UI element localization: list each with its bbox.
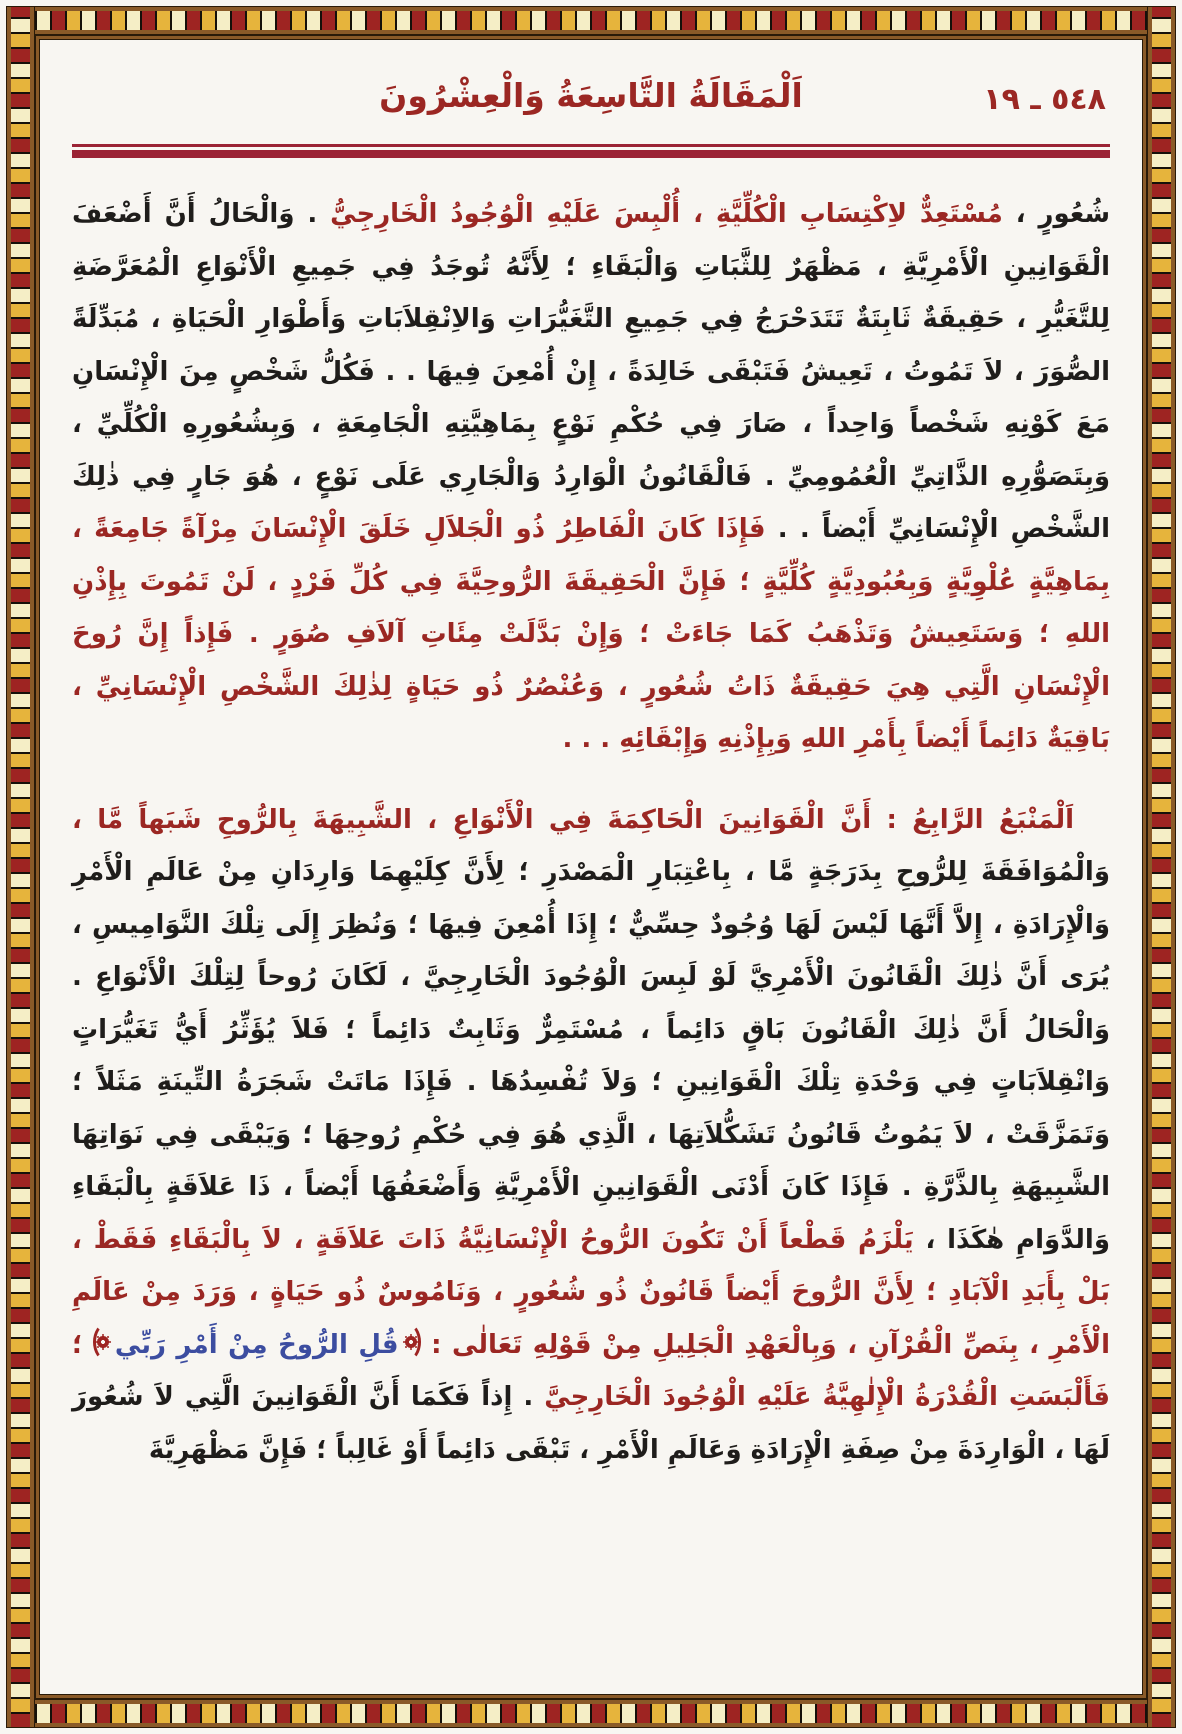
ayah-open-bracket-icon <box>399 1323 421 1361</box>
header-divider-rule <box>72 144 1110 158</box>
body-text <box>72 188 1110 1476</box>
text-segment-black: وَالْمُوَافَقَةَ لِلرُّوحِ بِدَرَجَةٍ مَّا ، بِاعْتِبَارِ الْمَصْدَرِ ؛ لِأَنَّ كِلَيْهِمَا وَارِدَانِ مِنْ عَالَمِ الْأَمْرِ وَالْإِرَادَةِ ، إِلاَّ أَنَّهَا لَيْسَ لَهَا وُجُودٌ حِسِّيٌّ ؛ إِذَا أُمْعِنَ فِيهَا ؛ وَنُظِرَ إِلَى تِلْكَ النَّوَامِيسِ ، يُرَى أَنَّ ذٰلِكَ الْقَانُونَ الْأَمْرِيَّ لَوْ لَبِسَ الْوُجُودَ الْخَارِجِيَّ ، لَكَانَ رُوحاً لِتِلْكَ الْأَنْوَاعِ . وَالْحَالُ أَنَّ ذٰلِكَ الْقَانُونَ بَاقٍ دَائِماً ، مُسْتَمِرٌّ وَثَابِتٌ دَائِماً ؛ فَلاَ يُؤَثِّرُ أَيُّ تَغَيُّرَاتٍ وَانْقِلاَبَاتٍ فِي وَحْدَةِ تِلْكَ الْقَوَانِينِ ؛ وَلاَ تُفْسِدُهَا . فَإِذَا مَاتَتْ شَجَرَةُ التِّينَةِ مَثَلاً ؛ وَتَمَزَّقَتْ ، لاَ يَمُوتُ قَانُونُ تَشَكُّلاَتِهَا ، الَّذِي هُوَ فِي حُكْمِ رُوحِهَا ؛ وَيَبْقَى فِي نَوَاتِهَا الشَّبِيهَةِ بِالذَّرَّةِ . فَإِذَا كَانَ أَدْنَى الْقَوَانِينِ الْأَمْرِيَّةِ وَأَضْعَفُهَا أَيْضاً ، ذَا عَلاَقَةٍ بِالْبَقَاءِ وَالدَّوَامِ هٰكَذَا ، <box>72 857 1110 1255</box>
text-segment-red: اَلْمَنْبَعُ الرَّابِعُ : أَنَّ الْقَوَانِينَ الْحَاكِمَةَ فِي الْأَنْوَاعِ ، الشَّبِيهَةَ بِالرُّوحِ شَبَهاً مَّا ، <box>72 804 1074 835</box>
text-segment-black: شُعُورٍ ، <box>1002 199 1111 229</box>
page-header <box>72 72 1110 136</box>
text-segment-blue: قُلِ الرُّوحُ مِنْ أَمْرِ رَبِّي <box>114 1329 399 1360</box>
text-segment-black: . إِذاً فَكَمَا أَنَّ الْقَوَانِينَ الَّتِي لاَ شُعُورَ لَهَا ، الْوَارِدَةَ مِنْ صِفَةِ الْإِرَادَةِ وَعَالَمِ الْأَمْرِ ، تَبْقَى دَائِماً أَوْ غَالِباً ؛ فَإِنَّ مَظْهَرِيَّةَ <box>72 1382 1110 1465</box>
text-segment-red: يَلْزَمُ قَطْعاً أَنْ تَكُونَ الرُّوحُ الْإِنْسَانِيَّةُ ذَاتَ عَلاَقَةٍ ، لاَ بِالْبَقَاءِ فَقَطْ ، بَلْ بِأَبَدِ الْآبَادِ ؛ لِأَنَّ الرُّوحَ أَيْضاً قَانُونٌ ذُو شُعُورٍ ، وَنَامُوسٌ ذُو حَيَاةٍ ، وَرَدَ مِنْ عَالَمِ الْأَمْرِ ، بِنَصِّ الْقُرْآنِ ، وَبِالْعَهْدِ الْجَلِيلِ مِنْ قَوْلِهِ تَعَالٰى : <box>72 1224 1110 1360</box>
page-content <box>44 42 1138 1692</box>
ornamental-border-bottom <box>7 1700 1175 1727</box>
ayah-close-bracket-icon <box>93 1323 115 1361</box>
paragraph <box>72 188 1110 766</box>
page-title: اَلْمَقَالَةُ التَّاسِعَةُ وَالْعِشْرُونَ <box>379 76 803 115</box>
ornamental-border-right <box>1148 7 1175 1727</box>
text-segment-red: ؛ فَأَلْبَسَتِ الْقُدْرَةُ الْإِلٰهِيَّةُ عَلَيْهِ الْوُجُودَ الْخَارِجِيَّ <box>72 1329 1110 1413</box>
text-segment-red: فَإِذَا كَانَ الْفَاطِرُ ذُو الْجَلاَلِ خَلَقَ الْإِنْسَانَ مِرْآةً جَامِعَةً ، بِمَاهِيَّةٍ عُلْوِيَّةٍ وَبِعُبُودِيَّةٍ كُلِّيَّةٍ ؛ فَإِنَّ الْحَقِيقَةَ الرُّوحِيَّةَ فِي كُلِّ فَرْدٍ ، لَنْ تَمُوتَ بِإِذْنِ اللهِ ؛ وَسَتَعِيشُ وَتَذْهَبُ كَمَا جَاءَتْ ؛ وَإِنْ بَدَّلَتْ مِئَاتِ آلاَفِ صُوَرٍ . فَإِذاً إِنَّ رُوحَ الْإِنْسَانِ الَّتِي هِيَ حَقِيقَةٌ ذَاتُ شُعُورٍ ، وَعُنْصُرٌ ذُو حَيَاةٍ لِذٰلِكَ الشَّخْصِ الْإِنْسَانِيِّ ، بَاقِيَةٌ دَائِماً أَيْضاً بِأَمْرِ اللهِ وَبِإِذْنِهِ وَإِبْقَائِهِ . . . <box>72 514 1110 755</box>
ornamental-border-left <box>7 7 34 1727</box>
paragraph <box>72 794 1110 1477</box>
ornamental-border-top <box>7 7 1175 34</box>
text-segment-black: . وَالْحَالُ أَنَّ أَضْعَفَ الْقَوَانِينِ الْأَمْرِيَّةِ ، مَظْهَرٌ لِلثَّبَاتِ وَالْبَقَاءِ ؛ لِأَنَّهُ تُوجَدُ فِي جَمِيعِ الْأَنْوَاعِ الْمُعَرَّضَةِ لِلتَّغَيُّرِ ، حَقِيقَةٌ ثَابِتَةٌ تَتَدَحْرَجُ فِي جَمِيعِ التَّغَيُّرَاتِ وَالاِنْقِلاَبَاتِ وَأَطْوَارِ الْحَيَاةِ ، مُبَدِّلَةً الصُّوَرَ ، لاَ تَمُوتُ ، تَعِيشُ فَتَبْقَى خَالِدَةً ، إِنْ أُمْعِنَ فِيهَا . . فَكُلُّ شَخْصٍ مِنَ الْإِنْسَانِ مَعَ كَوْنِهِ شَخْصاً وَاحِداً ، صَارَ فِي حُكْمِ نَوْعٍ بِمَاهِيَّتِهِ الْجَامِعَةِ ، وَبِشُعُورِهِ الْكُلِّيِّ ، وَبِتَصَوُّرِهِ الذَّاتِيِّ الْعُمُومِيِّ . فَالْقَانُونُ الْوَارِدُ وَالْجَارِي عَلَى نَوْعٍ ، هُوَ جَارٍ فِي ذٰلِكَ الشَّخْصِ الْإِنْسَانِيِّ أَيْضاً . . <box>72 199 1110 545</box>
page-number: ٥٤٨ ـ ١٩ <box>983 82 1106 117</box>
text-segment-red: مُسْتَعِدٌّ لاِكْتِسَابِ الْكُلِّيَّةِ ، أُلْبِسَ عَلَيْهِ الْوُجُودُ الْخَارِجِيُّ <box>330 199 1003 229</box>
